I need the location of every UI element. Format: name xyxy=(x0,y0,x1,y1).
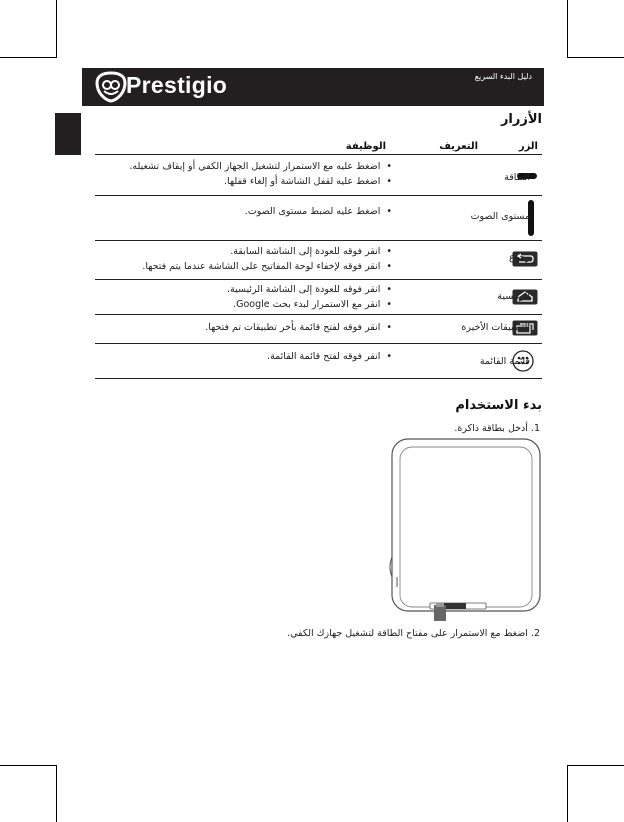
function-line: • اضغط عليه مع الاستمرار لتشغيل الجهاز الكفي أو إيقاف تشغيله. xyxy=(129,159,392,174)
tablet-illustration xyxy=(384,437,544,622)
definition-back: رجوع xyxy=(508,252,530,263)
definition-home: الرئيسية xyxy=(497,291,530,302)
step-1: 1. أدخل بطاقة ذاكرة. xyxy=(454,423,540,434)
table-rule xyxy=(95,154,542,155)
buttons-section-title: الأزرار xyxy=(500,112,542,127)
crop-mark xyxy=(56,765,57,822)
crop-mark xyxy=(567,0,568,58)
table-rule xyxy=(95,279,542,280)
guide-title: دليل البدء السريع xyxy=(474,72,532,81)
brand-name: Prestigio xyxy=(126,72,228,98)
table-rule xyxy=(95,240,542,241)
function-line: • اضغط عليه لضبط مستوى الصوت. xyxy=(245,204,392,219)
crop-mark xyxy=(0,765,56,766)
crop-mark xyxy=(568,765,624,766)
function-line: • انقر فوقه لفتح قائمة بأخر تطبيقات تم فتحها. xyxy=(205,320,392,335)
function-power xyxy=(129,159,392,189)
column-header-function: الوظيفة xyxy=(345,141,386,152)
function-line: • انقر فوقه لإخفاء لوحة المفاتيح على الشاشة عندما يتم فتحها. xyxy=(142,259,392,274)
crop-mark xyxy=(56,0,57,58)
step-2: 2. اضغط مع الاستمرار على مفتاح الطاقة لتشغيل جهازك الكفي. xyxy=(287,628,540,639)
definition-app-menu: قائمة القائمة xyxy=(479,356,530,367)
function-line: • انقر فوقه لفتح قائمة القائمة. xyxy=(267,349,392,364)
column-header-button: الزر xyxy=(518,141,538,152)
getting-started-title: بدء الاستخدام xyxy=(455,398,542,413)
function-line: • انقر فوقه للعودة إلى الشاشة الرئيسية. xyxy=(227,282,392,297)
table-rule xyxy=(95,378,542,379)
header-bar xyxy=(82,68,544,106)
function-back xyxy=(142,244,392,274)
prestigio-logo-icon xyxy=(94,71,128,103)
function-volume xyxy=(245,204,392,219)
function-line: • انقر مع الاستمرار لبدء بحث Google. xyxy=(227,297,392,312)
definition-volume: مستوى الصوت xyxy=(470,211,530,222)
column-header-definition: التعريف xyxy=(439,141,478,152)
function-line: • اضغط عليه لقفل الشاشة أو إلغاء قفلها. xyxy=(129,174,392,189)
crop-mark xyxy=(0,57,56,58)
crop-mark xyxy=(567,765,568,822)
definition-recent-apps: التطبيقات الأخيرة xyxy=(461,322,530,333)
table-rule xyxy=(95,195,542,196)
table-rule xyxy=(95,314,542,315)
function-app-menu xyxy=(267,349,392,364)
crop-mark xyxy=(568,57,624,58)
side-tab xyxy=(55,113,81,155)
table-rule xyxy=(95,343,542,344)
function-recent-apps xyxy=(205,320,392,335)
function-home xyxy=(227,282,392,312)
function-line: • انقر فوقه للعودة إلى الشاشة السابقة. xyxy=(142,244,392,259)
definition-power: الطاقة xyxy=(504,172,530,183)
